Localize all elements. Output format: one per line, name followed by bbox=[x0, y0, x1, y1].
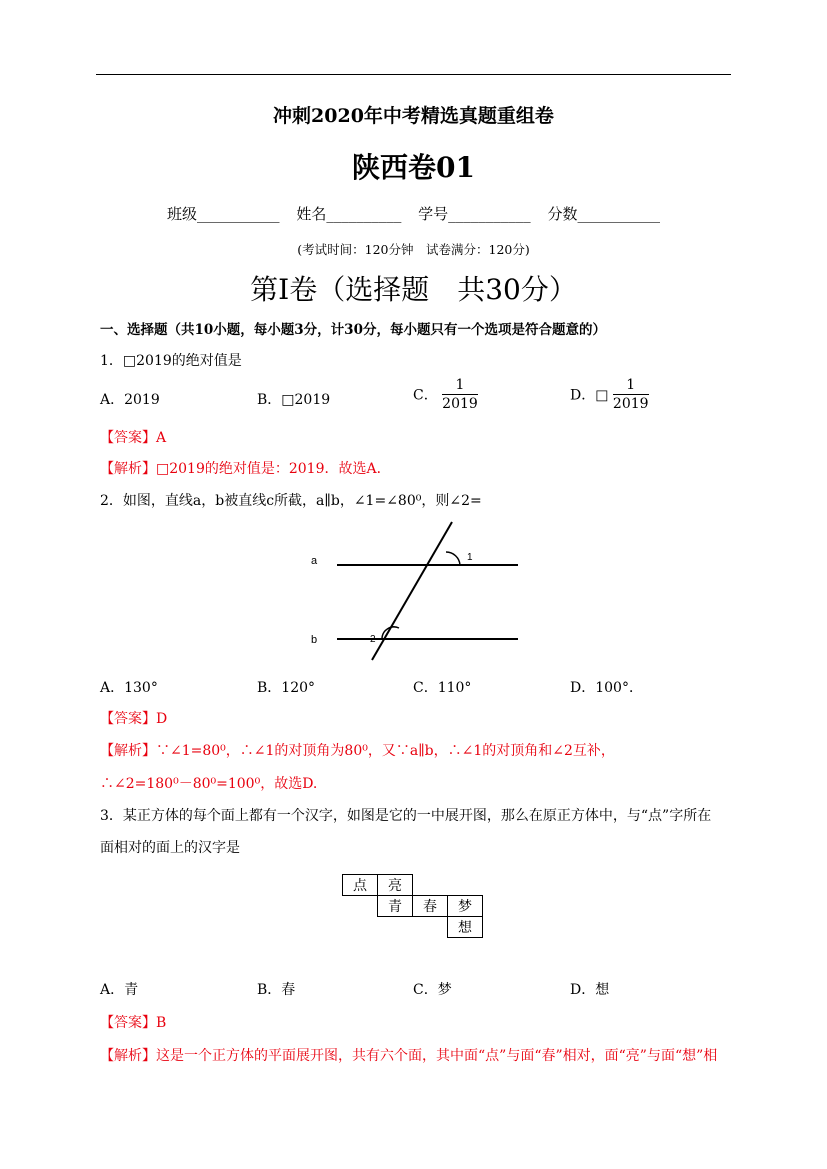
instructions: 一、选择题（共10小题，每小题3分，计30分，每小题只有一个选项是符合题意的） bbox=[100, 322, 606, 338]
net-cell-dian: 点 bbox=[343, 875, 378, 896]
student-number-field[interactable]: 学号___________ bbox=[418, 205, 531, 223]
q1-option-c-num: 1 bbox=[442, 376, 478, 395]
net-cell-xiang: 想 bbox=[448, 917, 483, 938]
q3-answer: 【答案】B bbox=[100, 1015, 167, 1031]
label-a: a bbox=[311, 555, 318, 567]
q3-option-c: C．梦 bbox=[413, 982, 452, 998]
q1-option-d-den: 2019 bbox=[612, 396, 649, 412]
name-field[interactable]: 姓名__________ bbox=[296, 205, 402, 223]
net-cell-chun: 春 bbox=[413, 896, 448, 917]
net-cell-liang: 亮 bbox=[378, 875, 413, 896]
q1-option-c-fraction bbox=[442, 376, 478, 413]
q3-cube-net bbox=[342, 874, 483, 938]
q3-option-d: D．想 bbox=[570, 982, 610, 998]
top-rule bbox=[96, 74, 731, 75]
q2-option-a: A．130° bbox=[100, 680, 158, 696]
label-2: 2 bbox=[370, 634, 376, 645]
section-title: 第Ⅰ卷（选择题 共30分） bbox=[250, 273, 577, 306]
q1-option-d-num: 1 bbox=[613, 376, 649, 395]
q3-stem-line1: 3．某正方体的每个面上都有一个汉字，如图是它的一中展开图，那么在原正方体中，与“点”字所在 bbox=[100, 808, 712, 824]
q1-option-d-label: D．□ bbox=[570, 387, 609, 404]
q1-option-a: A．2019 bbox=[100, 392, 160, 408]
q1-option-c-label: C． bbox=[413, 387, 438, 404]
q1-option-c-den: 2019 bbox=[442, 396, 478, 412]
q3-option-a: A．青 bbox=[100, 982, 139, 998]
net-cell-meng: 梦 bbox=[448, 896, 483, 917]
q2-option-d: D．100°． bbox=[570, 680, 643, 696]
q3-option-b: B．春 bbox=[257, 982, 296, 998]
q2-analysis-line2: ∴∠2=180⁰－80⁰=100⁰，故选D. bbox=[100, 776, 318, 792]
q2-option-b: B．120° bbox=[257, 680, 316, 696]
student-info-fields bbox=[0, 203, 827, 224]
q1-option-d bbox=[570, 376, 649, 413]
score-field[interactable]: 分数___________ bbox=[547, 205, 660, 223]
label-1: 1 bbox=[467, 552, 473, 563]
q3-stem-line2: 面相对的面上的汉字是 bbox=[100, 840, 240, 856]
q2-option-c: C．110° bbox=[413, 680, 472, 696]
q1-option-b: B．□2019 bbox=[257, 392, 331, 408]
q1-option-c bbox=[413, 376, 478, 413]
q1-analysis: 【解析】□2019的绝对值是：2019．故选A． bbox=[100, 461, 391, 477]
q2-answer: 【答案】D bbox=[100, 711, 168, 727]
q2-analysis-line1: 【解析】∵∠1=80⁰，∴∠1的对顶角为80⁰，又∵a∥b，∴∠1的对顶角和∠2互补， bbox=[100, 743, 615, 759]
q1-option-d-fraction bbox=[613, 376, 649, 413]
net-cell-qing: 青 bbox=[378, 896, 413, 917]
q2-stem: 2．如图，直线a，b被直线c所截，a∥b，∠1=∠80⁰，则∠2= bbox=[100, 493, 482, 509]
class-field[interactable]: 班级___________ bbox=[167, 205, 280, 223]
q3-analysis: 【解析】这是一个正方体的平面展开图，共有六个面，其中面“点”与面“春”相对，面“亮”与面“想”相 bbox=[100, 1048, 718, 1064]
label-b: b bbox=[311, 634, 318, 646]
q1-stem: 1．□2019的绝对值是 bbox=[100, 353, 242, 369]
exam-note: (考试时间：120分钟 试卷满分：120分) bbox=[297, 242, 530, 257]
q2-figure bbox=[300, 520, 530, 665]
angle-1-arc bbox=[446, 552, 460, 565]
q1-answer: 【答案】A bbox=[100, 430, 167, 446]
exam-title: 冲刺2020年中考精选真题重组卷 bbox=[273, 105, 554, 127]
exam-subtitle: 陕西卷01 bbox=[352, 151, 475, 184]
